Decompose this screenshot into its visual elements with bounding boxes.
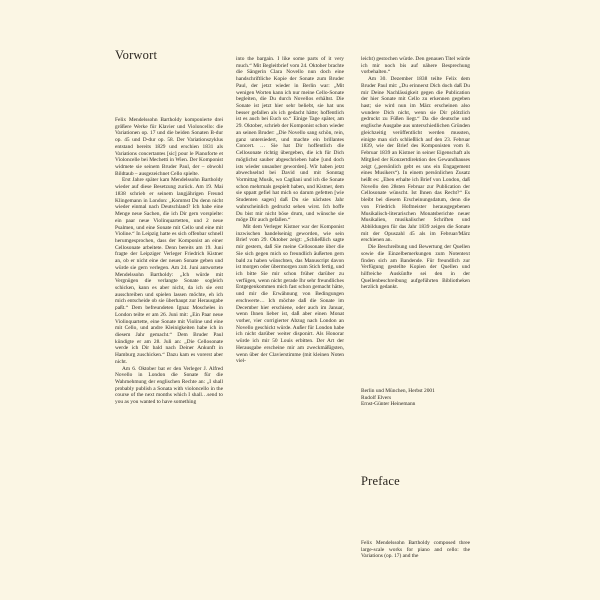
paragraph: leicht) gestochen würde. Den genauen Titel würde ich mir noch bis auf nähere Besprechung vorbehalten.“ (361, 56, 470, 76)
preface-column (361, 540, 470, 597)
paragraph: Erst Jahre später kam Mendelssohn Bartholdy wieder auf diese Besetzung zurück. Am 19. Mai 1838 schrieb er seinem langjährigen Freund Klingemann in London: „Kommst Du denn nicht wieder einmal nach Deutschland? Ich habe eine Menge neue Sachen, die ich Dir gern vorspielte: ein paar neue Violinquartetten, und 2 neue Psalmen, und eine Sonate mit Cello und eine mit Violine.“ In Leipzig hatte es sich offenbar schnell herumgesprochen, dass der Komponist an einer Cellosonate arbeitete. Denn bereits am 19. Juni fragte der Leipziger Verleger Friedrich Kistner an, ob er nicht eine der neuen Sonate geben und würde sie gern verlegen. Am 24. Juni antwortete Mendelssohn Bartholdy: „Ich würde mit Vergnügen die verlangte Sonate sogleich schicken, kann es aber nicht, da ich sie erst ausschreiben und spielen lassen möchte, eh ich mich entscheide ob sie überhaupt zur Herausgabe paßt.“ Dem befreundeten Ignaz Moscheles in London teilte er am 26. Juni mit: „Ein Paar neue Violinquartette, eine Sonate mit Violine und eine mit Cello, und andre Kleinigkeiten habe ich in diesem Jahr gemacht.“ Dem Bruder Paul kündigte er am 28. Juli an: „Die Cellosonate werde ich Dir bald nach Deiner Ankunft in Hamburg zuschicken.“ Dazu kam es vorerst aber nicht. (115, 177, 223, 365)
author-name: Rudolf Elvers (361, 394, 392, 401)
preface-heading: Preface (361, 474, 400, 488)
vorwort-column-3 (361, 56, 470, 381)
vorwort-column-2 (236, 56, 344, 597)
paragraph: Mit dem Verleger Kistner war der Komponist inzwischen handelseinig geworden, wie sein Brief vom 29. Oktober zeigt: „Schließlich sagte mir gestern, daß Sie meine Cellosonate über die Sie sich gegen mich so freundlich äußerten gern bald zu haben wünschten, das Manuscript davon ist morgen oder übermorgen zum Stich fertig, und ich bitte Sie mir schon früher darüber zu verfügen, wenn nicht gerade Ihr sehr freundliches Entgegenkommen mich fast schon gemacht hätte, und mir die Erwähnung von Bedingungen erschwerte… Ich möchte daß die Sonate im December hier erschiene, oder auch im Januar, wenn Ihnen lieber ist, daß aber einen Monat vorher, vier corrigierter Abzug nach London an Novello geschickt würde. Außer für London habe ich nicht darüber weiter disponirt. Als Honorar würde ich mir 50 Louis erbitten. Der Art der Herausgabe erscheine mir am zweckmäßigsten, wenn über der Clavierstimme (mit kleinen Noten viel- (236, 223, 344, 365)
vorwort-heading: Vorwort (115, 48, 158, 62)
signature-block (361, 388, 435, 408)
paragraph: into the bargain. I like some parts of it very much.“ Mit Begleitbrief vom 24. Oktober brachte die Sängerin Clara Novello nun doch eine handschriftliche Kopie der Sonate zum Bruder Paul, der jetzt wieder in Berlin war: „Mit wenigen Worten kann ich nur meine Cello-Sonate begleiten, die Du durch Novellos erhältst. Die Sonate ist jetzt hier sehr beliebt, sie hat uns besser gefallen als ich gedacht hätte; hoffentlich ist es auch bei Euch so.“ Einige Tage später, am 29. Oktober, schrieb der Komponist schon wieder an seinen Bruder: „Die Novello sang schön, rein, ganz untersiedert, und machte ein brillantes Concert. … Sie hat Dir hoffentlich die Cellosonate richtig übergeben, die ich für Dich möglichst sauber abgeschrieben habe [und doch ists wieder unsauber geworden]. Wir haben jetzt abwechselnd bei David und mit Sonntag Vormittag Musik, wo Cagliani und ich die Sonate schon mehrmals gespielt haben, und Kistner, dem sie sppatt gefiel hat mich so darum gefetten [wie Studenten sagen] daß Du sie nächstes Jahr wahrscheinlich gedruckt sehen wirst. Ich hoffe Du bist mir nicht böse drum, und wünsche sie möge Dir auch gefallen.“ (236, 56, 344, 224)
paragraph: Felix Mendelssohn Bartholdy komponierte drei größere Werke für Klavier und Violoncello: die Variationen op. 17 und die beiden Sonaten B-dur op. 45 und D-dur op. 58. Der Variationszyklus entstand bereits 1829 und erschien 1831 als Variations concertantes [sic] pour le Pianoforte et Violoncelle bei Mechetti in Wien. Der Komponist widmete sie seinem Bruder Paul, der – obwohl Bildtaub – ausgezeichnet Cello spielte. (115, 117, 223, 177)
vorwort-column-1 (115, 117, 223, 597)
paragraph: Am 6. Oktober bat er den Verleger J. Alfred Novello in London die Sonate für die Wahrnehmung der englischen Rechte an: „I shall probably publish a Sonata with violoncello in the course of the next months which I shall…send to you as you wanted to have something (115, 365, 223, 406)
author-name: Ernst-Günter Heinemann (361, 401, 416, 408)
place-date: Berlin und München, Herbst 2001 (361, 388, 435, 394)
paragraph: Am 30. Dezember 1838 teilte Felix dem Bruder Paul mit: „Du erinnerst Dich doch daß Du mir Deine Nachlässigkeit gegen die Publication der hier Sonate mit Cello zu erkennen gegeben hast; sie wird nun im März erscheinen also wundere Dich nicht, wenn sie Dir plötzlich gedruckt zu Füßen liegt.“ Da die deutsche und englische Ausgabe aus unterschiedlichen Gründen gleichzeitig veröffentlicht werden mussten, einigte man sich schließlich auf den 23. Februar 1839, wie der Brief des Komponisten vom 8. Februar 1839 an Kistner in seiner Eigenschaft als Mitglied der Konzertdirektion des Gewandhauses zeigt („persönlich gebt es uns ein Engagement eines Musikers“). In einem persönlichen Zusatz heißt es: „Eben erhalte ich Brief von London, daß Novello den 28sten Februar zur Publication der Cellosonate wünscht. Ist Ihnen das Recht?“ Es bleibt bei diesem Erscheinungsdatum, denn die von Friedrich Hofmeister herausgegebenen Musikalisch-literarischen Monatsberichte neuer Musikalien, musikalischer Schriften und Abbildungen für das Jahr 1839 zeigen die Sonate mit der Opuszahl 45 als im Februar/März erschienen an. (361, 76, 470, 244)
paragraph: Die Beschreibung und Bewertung der Quellen sowie die Einzelbemerkungen zum Notentext finden sich am Bandende. Für freundlich zur Verfügung gestellte Kopien der Quellen und hilfreiche Auskünfte sei den in der Quellenbeschreibung aufgeführten Bibliotheken herzlich gedankt. (361, 244, 470, 291)
paragraph: Felix Mendelssohn Bartholdy composed three large-scale works for piano and cello: the Variations (op. 17) and the (361, 540, 470, 560)
